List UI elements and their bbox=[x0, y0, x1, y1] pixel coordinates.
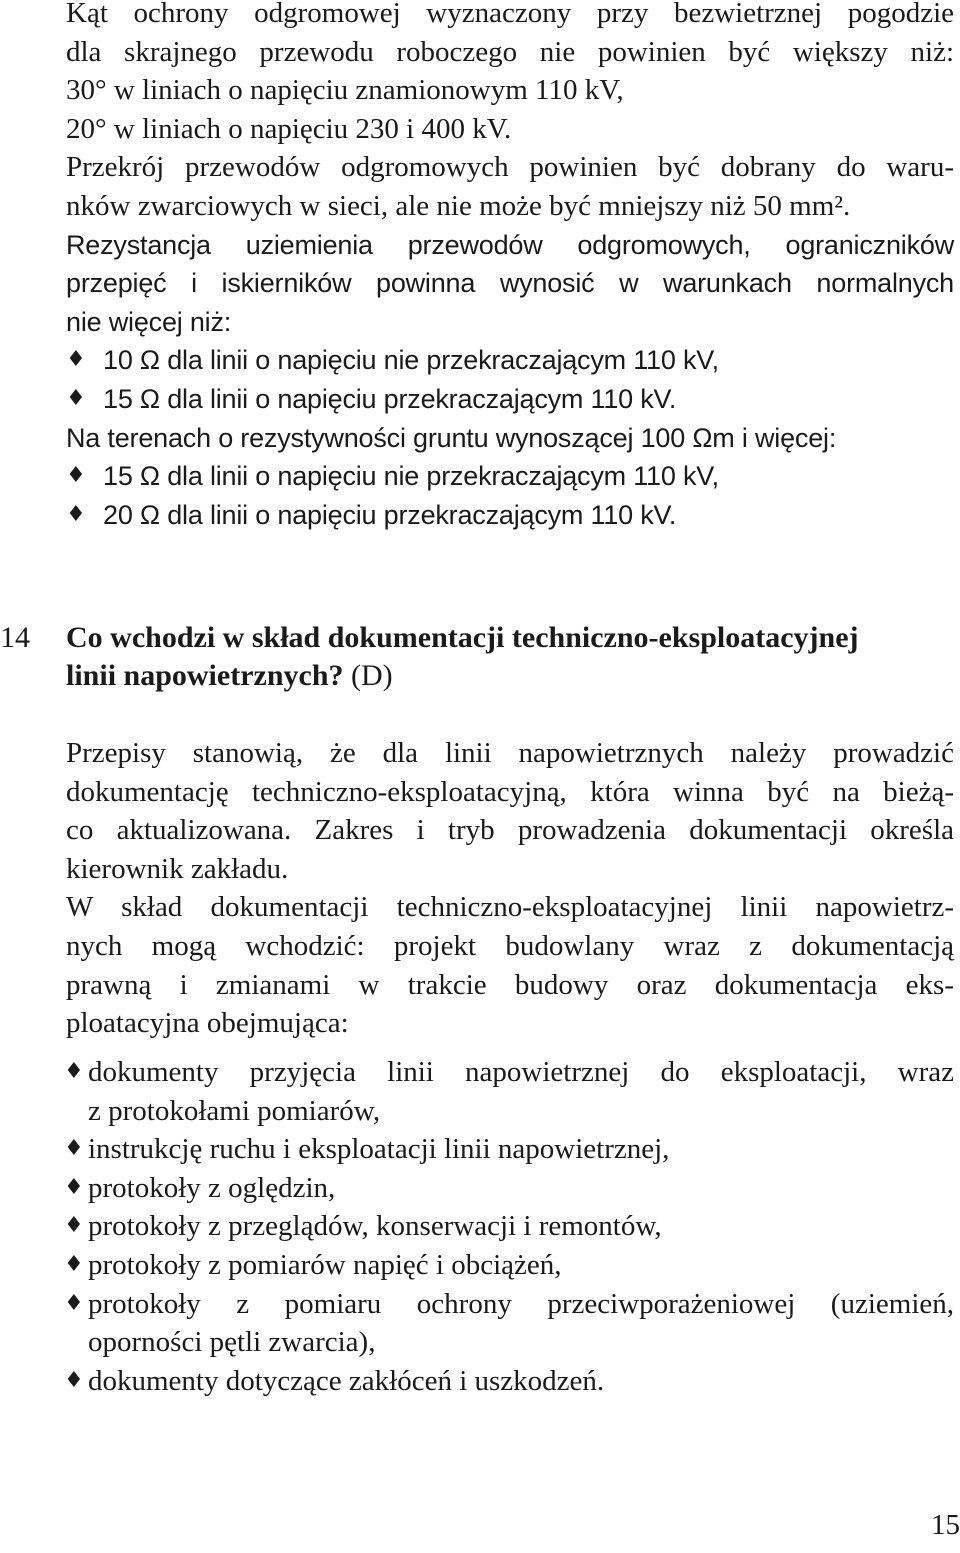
diamond-bullet-icon: ♦ bbox=[64, 1174, 84, 1200]
text-line: Przekrój przewodów odgromowych powinien być dobrany do waru- bbox=[66, 151, 954, 184]
list-item-text: 15 Ω dla linii o napięciu przekraczającym 110 kV. bbox=[103, 383, 677, 414]
question-title bbox=[66, 619, 954, 695]
text-line: kierownik zakładu. bbox=[66, 852, 289, 885]
documentation-list-wrapper bbox=[64, 1053, 954, 1400]
text-line: Rezystancja uziemienia przewodów odgromowych, ograniczników bbox=[66, 229, 954, 260]
text-line: nych mogą wchodzić: projekt budowlany wraz z dokumentacją bbox=[66, 929, 954, 962]
text-line: ploatacyjna obejmująca: bbox=[66, 1007, 349, 1040]
list-item bbox=[66, 341, 954, 380]
diamond-bullet-icon: ♦ bbox=[66, 501, 86, 527]
list-item-text: z protokołami pomiarów, bbox=[88, 1094, 381, 1127]
list-item bbox=[64, 1285, 954, 1362]
intro-paragraph-2 bbox=[66, 148, 954, 225]
list-item-text: 15 Ω dla linii o napięciu nie przekraczającym 110 kV, bbox=[103, 461, 719, 492]
resistance-list-normal bbox=[66, 341, 954, 418]
documentation-list bbox=[64, 1053, 954, 1400]
list-item-text: protokoły z przeglądów, konserwacji i remontów, bbox=[88, 1210, 662, 1243]
list-item bbox=[66, 496, 954, 535]
list-item bbox=[66, 457, 954, 496]
list-item bbox=[64, 1169, 954, 1208]
intro-paragraph-3 bbox=[66, 226, 954, 342]
text-line: prawną i zmianami w trakcie budowy oraz dokumentacja eks- bbox=[66, 968, 954, 1001]
list-item-text: protokoły z pomiaru ochrony przeciwporażeniowej (uziemień, bbox=[88, 1287, 954, 1320]
diamond-bullet-icon: ♦ bbox=[66, 347, 86, 373]
text-line: nków zwarciowych w sieci, ale nie może być mniejszy niż 50 mm². bbox=[66, 189, 851, 222]
list-item-text: dokumenty przyjęcia linii napowietrznej do eksploatacji, wraz bbox=[88, 1056, 954, 1088]
answer-paragraph-2 bbox=[66, 888, 954, 1042]
intro-paragraph-4 bbox=[66, 419, 954, 458]
list-item-text: 10 Ω dla linii o napięciu nie przekraczającym 110 kV, bbox=[103, 345, 719, 376]
diamond-bullet-icon: ♦ bbox=[64, 1367, 84, 1393]
page-number: 15 bbox=[931, 1509, 960, 1541]
list-item-text: protokoły z pomiarów napięć i obciążeń, bbox=[88, 1248, 562, 1281]
text-line: Kąt ochrony odgromowej wyznaczony przy bezwietrznej pogodzie bbox=[66, 0, 954, 29]
list-item-text: protokoły z oględzin, bbox=[88, 1171, 336, 1204]
text-line: dokumentację techniczno-eksploatacyjną, która winna być na bieżą- bbox=[66, 775, 954, 808]
text-line: Przepisy stanowią, że dla linii napowietrznych należy prowadzić bbox=[66, 737, 954, 769]
text-line: co aktualizowana. Zakres i tryb prowadzenia dokumentacji określa bbox=[66, 814, 954, 847]
text-line: przepięć i iskierników powinna wynosić w warunkach normalnych bbox=[66, 268, 954, 299]
intro-section bbox=[66, 0, 954, 534]
list-item bbox=[64, 1207, 954, 1246]
list-item bbox=[64, 1053, 954, 1130]
difficulty-tag: (D) bbox=[351, 659, 393, 692]
diamond-bullet-icon: ♦ bbox=[66, 463, 86, 489]
answer-paragraph-1 bbox=[66, 734, 954, 888]
diamond-bullet-icon: ♦ bbox=[64, 1136, 84, 1162]
question-number: 14 bbox=[0, 621, 30, 654]
list-item bbox=[64, 1246, 954, 1285]
diamond-bullet-icon: ♦ bbox=[66, 385, 86, 411]
list-item bbox=[64, 1362, 954, 1401]
question-title-line: Co wchodzi w skład dokumentacji techniczno-eksploatacyjnej bbox=[66, 621, 859, 654]
text-line: 20° w liniach o napięciu 230 i 400 kV. bbox=[66, 112, 512, 145]
list-item-text: dokumenty dotyczące zakłóceń i uszkodzeń. bbox=[88, 1364, 605, 1397]
list-item-text: oporności pętli zwarcia), bbox=[88, 1326, 376, 1359]
text-line: dla skrajnego przewodu roboczego nie powinien być większy niż: bbox=[66, 35, 954, 68]
diamond-bullet-icon: ♦ bbox=[64, 1290, 84, 1316]
text-line: Na terenach o rezystywności gruntu wynoszącej 100 Ωm i więcej: bbox=[66, 422, 837, 453]
text-line: 30° w liniach o napięciu znamionowym 110 kV, bbox=[66, 74, 624, 107]
list-item-text: 20 Ω dla linii o napięciu przekraczającym 110 kV. bbox=[103, 499, 677, 530]
question-title-text: linii napowietrznych? bbox=[66, 659, 344, 692]
intro-paragraph-1 bbox=[66, 0, 954, 148]
list-item bbox=[66, 380, 954, 419]
diamond-bullet-icon: ♦ bbox=[64, 1059, 84, 1084]
question-title-line bbox=[66, 657, 954, 695]
list-item bbox=[64, 1130, 954, 1169]
text-line: nie więcej niż: bbox=[66, 306, 232, 337]
text-line: W skład dokumentacji techniczno-eksploatacyjnej linii napowietrz- bbox=[66, 891, 954, 924]
diamond-bullet-icon: ♦ bbox=[64, 1213, 84, 1239]
list-item-text: instrukcję ruchu i eksploatacji linii napowietrznej, bbox=[88, 1133, 670, 1166]
diamond-bullet-icon: ♦ bbox=[64, 1251, 84, 1277]
resistance-list-high bbox=[66, 457, 954, 534]
answer-section bbox=[66, 734, 954, 1043]
